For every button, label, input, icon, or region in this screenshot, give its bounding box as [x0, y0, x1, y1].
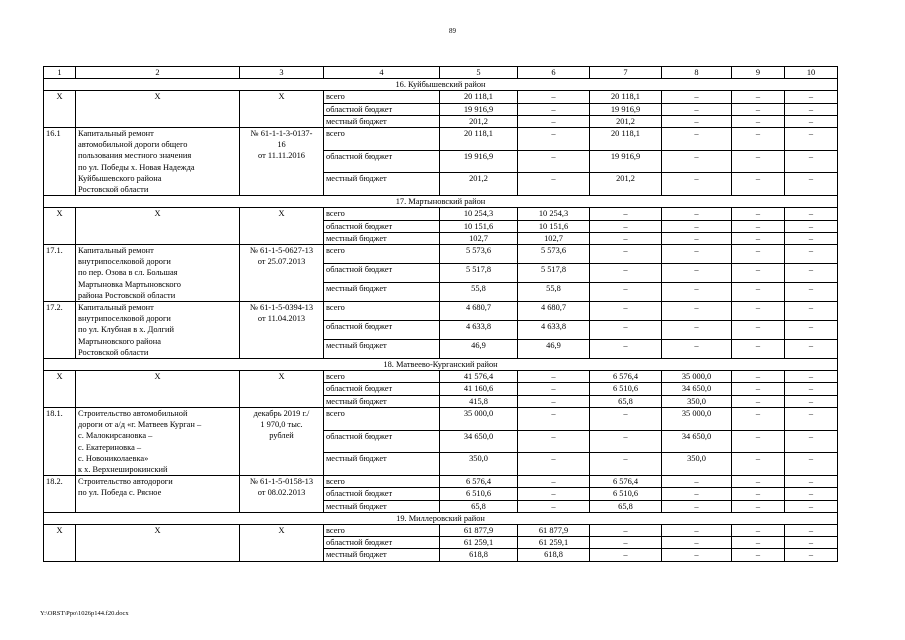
amount-cell: –: [518, 173, 590, 196]
budget-label: областной бюджет: [324, 150, 440, 173]
amount-cell: –: [662, 128, 732, 151]
amount-cell: 10 254,3: [440, 208, 518, 220]
budget-label: местный бюджет: [324, 232, 440, 244]
amount-cell: –: [518, 371, 590, 383]
amount-cell: –: [662, 232, 732, 244]
table-body: [44, 67, 838, 562]
budget-label: всего: [324, 524, 440, 536]
budget-label: всего: [324, 371, 440, 383]
amount-cell: –: [732, 91, 785, 103]
amount-cell: –: [732, 283, 785, 302]
amount-cell: –: [590, 340, 662, 359]
amount-cell: –: [732, 128, 785, 151]
amount-cell: 201,2: [440, 115, 518, 127]
cell-line: Мартыновка Мартыновского: [78, 279, 181, 289]
summary-col3: Х: [240, 371, 324, 408]
col-header: 8: [662, 67, 732, 79]
amount-cell: –: [732, 302, 785, 321]
cell-line: Ростовской области: [78, 347, 149, 357]
summary-col2: Х: [76, 208, 240, 245]
cell-line: Мартыновского района: [78, 336, 161, 346]
cell-line: от 25.07.2013: [257, 257, 306, 267]
amount-cell: –: [732, 340, 785, 359]
col-header: 6: [518, 67, 590, 79]
cell-line: от 11.11.2016: [258, 151, 305, 161]
amount-cell: 34 650,0: [440, 430, 518, 453]
amount-cell: –: [590, 549, 662, 561]
amount-cell: –: [785, 115, 838, 127]
table-row: [44, 476, 838, 488]
cell-line: с. Екатериновка –: [78, 442, 142, 452]
amount-cell: –: [590, 232, 662, 244]
amount-cell: –: [785, 453, 838, 476]
amount-cell: 34 650,0: [662, 383, 732, 395]
budget-label: местный бюджет: [324, 549, 440, 561]
amount-cell: 4 680,7: [518, 302, 590, 321]
cell-line: Ростовской области: [78, 185, 149, 195]
cell-line: по ул. Победа с. Рясное: [78, 488, 162, 498]
amount-cell: 61 259,1: [440, 537, 518, 549]
amount-cell: –: [732, 264, 785, 283]
amount-cell: –: [662, 173, 732, 196]
amount-cell: –: [518, 407, 590, 430]
budget-label: всего: [324, 208, 440, 220]
cell-line: Капитальный ремонт: [78, 303, 154, 313]
amount-cell: –: [518, 115, 590, 127]
amount-cell: 65,8: [440, 500, 518, 512]
amount-cell: 201,2: [590, 115, 662, 127]
amount-cell: –: [662, 264, 732, 283]
amount-cell: –: [662, 340, 732, 359]
amount-cell: 618,8: [440, 549, 518, 561]
budget-label: всего: [324, 128, 440, 151]
cell-line: № 61-1-5-0627-13: [249, 246, 314, 256]
budget-label: областной бюджет: [324, 537, 440, 549]
col-header: 4: [324, 67, 440, 79]
amount-cell: 20 118,1: [590, 91, 662, 103]
amount-cell: 4 633,8: [518, 321, 590, 340]
amount-cell: –: [785, 371, 838, 383]
amount-cell: –: [662, 91, 732, 103]
amount-cell: 35 000,0: [440, 407, 518, 430]
amount-cell: –: [518, 395, 590, 407]
amount-cell: 61 259,1: [518, 537, 590, 549]
amount-cell: –: [732, 103, 785, 115]
amount-cell: –: [785, 500, 838, 512]
footer-file-path: Y:\ORST\Ppo\1026p144.f20.docx: [40, 610, 129, 617]
amount-cell: 61 877,9: [518, 524, 590, 536]
section-title: 16. Куйбышевский район: [44, 79, 838, 91]
amount-cell: 350,0: [440, 453, 518, 476]
budget-label: всего: [324, 476, 440, 488]
cell-line: по пер. Озова в сл. Большая: [78, 268, 178, 278]
cell-line: внутрипоселковой дороги: [78, 314, 171, 324]
amount-cell: –: [785, 302, 838, 321]
amount-cell: –: [518, 128, 590, 151]
amount-cell: –: [785, 91, 838, 103]
amount-cell: 61 877,9: [440, 524, 518, 536]
col-header: 1: [44, 67, 76, 79]
amount-cell: 5 517,8: [440, 264, 518, 283]
col-header: 7: [590, 67, 662, 79]
summary-col2: Х: [76, 371, 240, 408]
table-row: [44, 128, 838, 151]
amount-cell: 20 118,1: [590, 128, 662, 151]
amount-cell: –: [785, 476, 838, 488]
header-row: [44, 67, 838, 79]
amount-cell: 20 118,1: [440, 91, 518, 103]
amount-cell: –: [732, 150, 785, 173]
amount-cell: –: [590, 453, 662, 476]
item-name: [76, 245, 240, 302]
amount-cell: –: [785, 383, 838, 395]
amount-cell: –: [732, 371, 785, 383]
cell-line: Капитальный ремонт: [78, 246, 154, 256]
item-document: [240, 128, 324, 196]
summary-col2: Х: [76, 91, 240, 128]
summary-col3: Х: [240, 524, 324, 561]
amount-cell: 6 510,6: [590, 383, 662, 395]
section-title: 18. Матвеево-Курганский район: [44, 359, 838, 371]
amount-cell: –: [785, 430, 838, 453]
cell-line: автомобильной дороги общего: [78, 140, 188, 150]
amount-cell: 41 160,6: [440, 383, 518, 395]
amount-cell: –: [590, 430, 662, 453]
amount-cell: –: [732, 220, 785, 232]
item-name: [76, 302, 240, 359]
item-document: [240, 245, 324, 302]
cell-line: № 61-1-1-3-0137-: [250, 129, 313, 139]
item-name: [76, 128, 240, 196]
amount-cell: –: [732, 476, 785, 488]
section-title-row: [44, 359, 838, 371]
amount-cell: –: [732, 453, 785, 476]
table-row: [44, 208, 838, 220]
amount-cell: –: [590, 208, 662, 220]
amount-cell: 19 916,9: [440, 150, 518, 173]
amount-cell: –: [590, 264, 662, 283]
amount-cell: 10 151,6: [440, 220, 518, 232]
amount-cell: –: [518, 453, 590, 476]
item-name: [76, 476, 240, 513]
amount-cell: –: [518, 103, 590, 115]
cell-line: от 11.04.2013: [257, 314, 306, 324]
col-header: 2: [76, 67, 240, 79]
budget-label: областной бюджет: [324, 488, 440, 500]
amount-cell: 201,2: [590, 173, 662, 196]
budget-label: областной бюджет: [324, 103, 440, 115]
item-number: 18.2.: [44, 476, 76, 513]
amount-cell: 350,0: [662, 453, 732, 476]
amount-cell: 5 573,6: [518, 245, 590, 264]
amount-cell: 350,0: [662, 395, 732, 407]
cell-line: Строительство автомобильной: [78, 408, 188, 418]
summary-col1: Х: [44, 91, 76, 128]
amount-cell: –: [785, 103, 838, 115]
item-document: [240, 476, 324, 513]
item-name: [76, 407, 240, 475]
amount-cell: –: [732, 430, 785, 453]
section-title-row: [44, 512, 838, 524]
amount-cell: 19 916,9: [590, 103, 662, 115]
amount-cell: –: [590, 537, 662, 549]
amount-cell: 10 151,6: [518, 220, 590, 232]
page-number: 89: [449, 27, 456, 35]
amount-cell: –: [732, 488, 785, 500]
table-row: [44, 245, 838, 264]
cell-line: декабрь 2019 г./: [253, 408, 310, 418]
amount-cell: 5 517,8: [518, 264, 590, 283]
summary-col2: Х: [76, 524, 240, 561]
amount-cell: –: [590, 245, 662, 264]
budget-label: местный бюджет: [324, 283, 440, 302]
amount-cell: –: [518, 476, 590, 488]
amount-cell: –: [662, 245, 732, 264]
budget-label: областной бюджет: [324, 430, 440, 453]
item-number: 17.2.: [44, 302, 76, 359]
amount-cell: 20 118,1: [440, 128, 518, 151]
cell-line: с. Малокирсановка –: [78, 431, 153, 441]
amount-cell: –: [732, 321, 785, 340]
amount-cell: –: [662, 103, 732, 115]
amount-cell: 415,8: [440, 395, 518, 407]
amount-cell: 6 510,6: [590, 488, 662, 500]
amount-cell: 201,2: [440, 173, 518, 196]
table-row: [44, 524, 838, 536]
amount-cell: 34 650,0: [662, 430, 732, 453]
amount-cell: –: [785, 488, 838, 500]
item-number: 16.1: [44, 128, 76, 196]
budget-label: всего: [324, 91, 440, 103]
amount-cell: –: [662, 220, 732, 232]
amount-cell: 35 000,0: [662, 371, 732, 383]
amount-cell: –: [732, 500, 785, 512]
amount-cell: –: [785, 395, 838, 407]
summary-col1: Х: [44, 524, 76, 561]
amount-cell: –: [785, 208, 838, 220]
amount-cell: –: [518, 383, 590, 395]
amount-cell: –: [732, 549, 785, 561]
summary-col1: Х: [44, 371, 76, 408]
amount-cell: –: [785, 549, 838, 561]
amount-cell: –: [590, 321, 662, 340]
amount-cell: –: [785, 150, 838, 173]
amount-cell: –: [518, 430, 590, 453]
amount-cell: –: [785, 340, 838, 359]
table-row: [44, 371, 838, 383]
amount-cell: –: [785, 128, 838, 151]
cell-line: 1 970,0 тыс.: [260, 420, 303, 430]
amount-cell: 4 633,8: [440, 321, 518, 340]
cell-line: внутрипоселковой дороги: [78, 257, 171, 267]
amount-cell: 55,8: [440, 283, 518, 302]
summary-col3: Х: [240, 208, 324, 245]
amount-cell: 10 254,3: [518, 208, 590, 220]
amount-cell: –: [662, 500, 732, 512]
amount-cell: 35 000,0: [662, 407, 732, 430]
item-document: [240, 302, 324, 359]
budget-label: всего: [324, 245, 440, 264]
amount-cell: –: [662, 302, 732, 321]
amount-cell: –: [662, 537, 732, 549]
summary-col3: Х: [240, 91, 324, 128]
amount-cell: –: [518, 500, 590, 512]
table-row: [44, 407, 838, 430]
amount-cell: –: [662, 283, 732, 302]
cell-line: по ул. Клубная в х. Долгий: [78, 325, 174, 335]
amount-cell: 55,8: [518, 283, 590, 302]
col-header: 5: [440, 67, 518, 79]
amount-cell: –: [590, 407, 662, 430]
amount-cell: 6 576,4: [590, 476, 662, 488]
amount-cell: –: [785, 283, 838, 302]
cell-line: 16: [277, 140, 286, 150]
budget-label: местный бюджет: [324, 340, 440, 359]
amount-cell: 618,8: [518, 549, 590, 561]
amount-cell: 6 576,4: [590, 371, 662, 383]
cell-line: к х. Верхнеширокинский: [78, 464, 168, 474]
amount-cell: –: [785, 537, 838, 549]
col-header: 10: [785, 67, 838, 79]
amount-cell: –: [732, 537, 785, 549]
col-header: 9: [732, 67, 785, 79]
cell-line: района Ростовской области: [78, 290, 176, 300]
amount-cell: 65,8: [590, 500, 662, 512]
amount-cell: 41 576,4: [440, 371, 518, 383]
amount-cell: –: [785, 232, 838, 244]
budget-label: всего: [324, 407, 440, 430]
budget-label: местный бюджет: [324, 500, 440, 512]
amount-cell: –: [662, 488, 732, 500]
amount-cell: –: [732, 208, 785, 220]
cell-line: Капитальный ремонт: [78, 129, 154, 139]
amount-cell: –: [518, 91, 590, 103]
amount-cell: –: [590, 283, 662, 302]
summary-col1: Х: [44, 208, 76, 245]
budget-label: областной бюджет: [324, 383, 440, 395]
amount-cell: –: [732, 173, 785, 196]
amount-cell: –: [732, 232, 785, 244]
budget-label: местный бюджет: [324, 453, 440, 476]
cell-line: Куйбышевского района: [78, 173, 162, 183]
item-number: 17.1.: [44, 245, 76, 302]
amount-cell: 5 573,6: [440, 245, 518, 264]
amount-cell: 6 510,6: [440, 488, 518, 500]
amount-cell: –: [662, 208, 732, 220]
item-document: [240, 407, 324, 475]
amount-cell: –: [590, 524, 662, 536]
table-row: [44, 91, 838, 103]
amount-cell: –: [785, 407, 838, 430]
col-header: 3: [240, 67, 324, 79]
amount-cell: –: [518, 488, 590, 500]
section-title: 19. Миллеровский район: [44, 512, 838, 524]
amount-cell: –: [785, 245, 838, 264]
section-title-row: [44, 196, 838, 208]
amount-cell: –: [785, 264, 838, 283]
amount-cell: –: [785, 321, 838, 340]
amount-cell: –: [732, 524, 785, 536]
amount-cell: –: [662, 524, 732, 536]
item-number: 18.1.: [44, 407, 76, 475]
amount-cell: 4 680,7: [440, 302, 518, 321]
amount-cell: –: [732, 383, 785, 395]
section-title-row: [44, 79, 838, 91]
amount-cell: –: [732, 395, 785, 407]
table-row: [44, 302, 838, 321]
amount-cell: 102,7: [518, 232, 590, 244]
budget-label: всего: [324, 302, 440, 321]
amount-cell: –: [785, 173, 838, 196]
amount-cell: 65,8: [590, 395, 662, 407]
amount-cell: 6 576,4: [440, 476, 518, 488]
cell-line: от 08.02.2013: [257, 488, 306, 498]
amount-cell: –: [732, 407, 785, 430]
budget-label: местный бюджет: [324, 395, 440, 407]
amount-cell: –: [590, 302, 662, 321]
cell-line: № 61-1-5-0394-13: [249, 303, 314, 313]
amount-cell: –: [662, 115, 732, 127]
amount-cell: –: [662, 549, 732, 561]
amount-cell: –: [662, 321, 732, 340]
budget-label: областной бюджет: [324, 220, 440, 232]
budget-label: областной бюджет: [324, 321, 440, 340]
cell-line: с. Новониколаевка»: [78, 453, 149, 463]
amount-cell: 102,7: [440, 232, 518, 244]
amount-cell: –: [785, 220, 838, 232]
cell-line: дороги от а/д «г. Матвеев Курган –: [78, 420, 202, 430]
amount-cell: –: [662, 476, 732, 488]
budget-label: местный бюджет: [324, 115, 440, 127]
cell-line: по ул. Победы х. Новая Надежда: [78, 162, 195, 172]
cell-line: Строительство автодороги: [78, 477, 173, 487]
cell-line: рублей: [269, 431, 294, 441]
cell-line: пользования местного значения: [78, 151, 192, 161]
amount-cell: –: [732, 115, 785, 127]
amount-cell: –: [518, 150, 590, 173]
section-title: 17. Мартыновский район: [44, 196, 838, 208]
budget-label: областной бюджет: [324, 264, 440, 283]
cell-line: № 61-1-5-0158-13: [249, 477, 314, 487]
amount-cell: –: [662, 150, 732, 173]
amount-cell: –: [785, 524, 838, 536]
budget-label: местный бюджет: [324, 173, 440, 196]
amount-cell: 19 916,9: [590, 150, 662, 173]
amount-cell: –: [590, 220, 662, 232]
amount-cell: –: [732, 245, 785, 264]
amount-cell: 19 916,9: [440, 103, 518, 115]
amount-cell: 46,9: [518, 340, 590, 359]
amount-cell: 46,9: [440, 340, 518, 359]
financing-table: [43, 66, 838, 562]
